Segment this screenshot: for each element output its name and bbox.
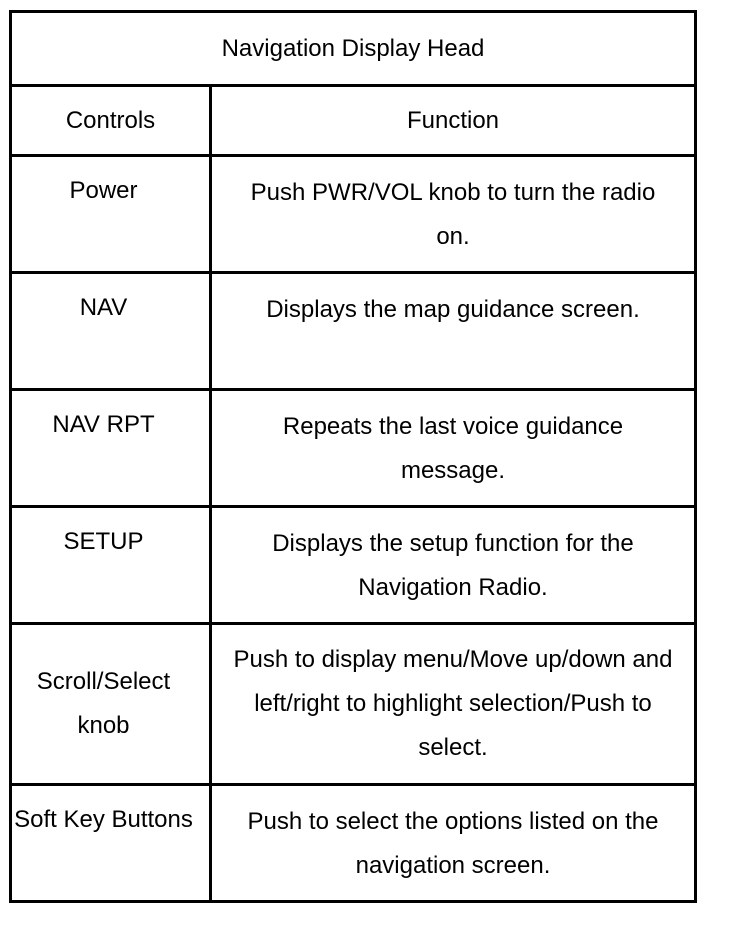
control-name: SETUP: [63, 528, 144, 555]
control-name: Power: [69, 177, 138, 204]
function-description: Push to display menu/Move up/down and left/right to highlight selection/Push to select.: [233, 646, 673, 761]
control-cell: [11, 624, 211, 785]
control-cell: [11, 273, 211, 390]
function-description: Displays the setup function for the Navigation Radio.: [272, 530, 634, 601]
table-header-row: [11, 86, 696, 156]
function-header: Function: [211, 86, 696, 156]
control-name: Soft Key Buttons: [14, 806, 193, 833]
table-row: [11, 507, 696, 624]
table-row: [11, 785, 696, 902]
control-cell: [11, 390, 211, 507]
function-description: Displays the map guidance screen.: [266, 296, 640, 323]
table-row: [11, 624, 696, 785]
table-row: [11, 273, 696, 390]
function-cell: [211, 785, 696, 902]
control-name: NAV: [79, 294, 128, 321]
function-description: Repeats the last voice guidance message.: [282, 413, 624, 484]
function-cell: [211, 156, 696, 273]
control-cell: [11, 507, 211, 624]
function-description: Push PWR/VOL knob to turn the radio on.: [250, 179, 656, 250]
control-cell: [11, 785, 211, 902]
table-title-row: [11, 12, 696, 86]
function-cell: [211, 273, 696, 390]
function-cell: [211, 507, 696, 624]
function-description: Push to select the options listed on the navigation screen.: [247, 808, 659, 879]
navigation-display-head-table: [9, 10, 697, 903]
function-cell: [211, 390, 696, 507]
table-row: [11, 156, 696, 273]
control-name: NAV RPT: [52, 411, 155, 438]
table-row: [11, 390, 696, 507]
function-cell: [211, 624, 696, 785]
control-name: Scroll/Select knob: [36, 668, 171, 739]
controls-header: Controls: [11, 86, 211, 156]
table-title: Navigation Display Head: [11, 12, 696, 86]
control-cell: [11, 156, 211, 273]
